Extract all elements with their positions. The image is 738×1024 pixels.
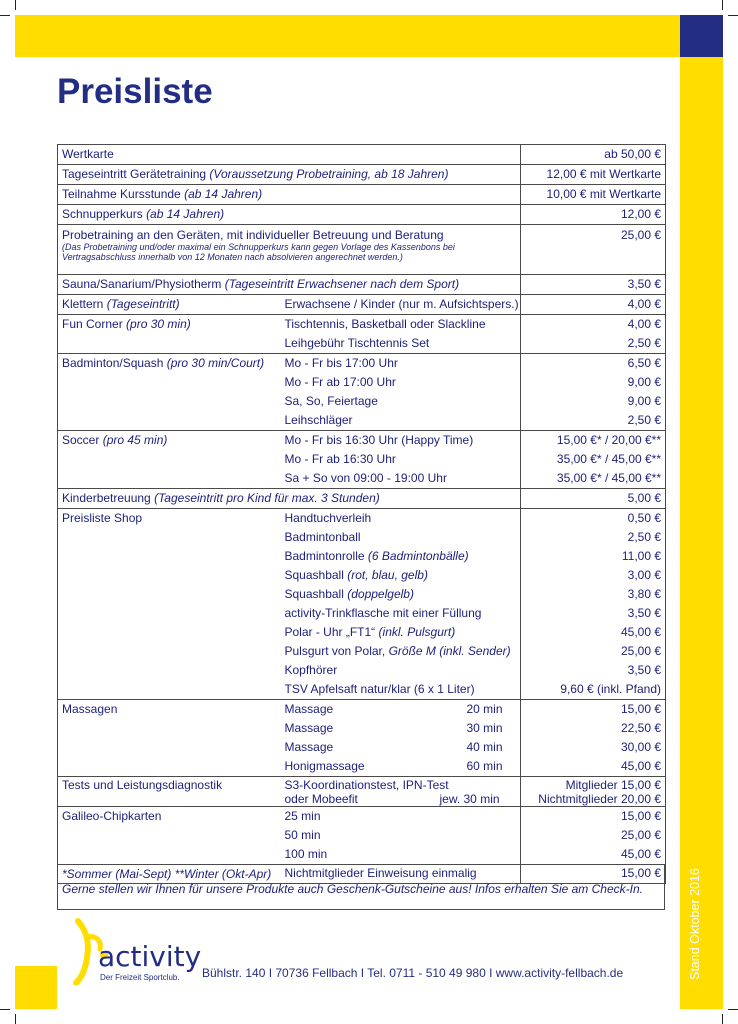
row-detail-cell (281, 680, 521, 700)
row-detail-note: (rot, blau, gelb) (347, 568, 428, 582)
row-label-cell (58, 205, 521, 225)
row-label-cell (58, 757, 281, 777)
row-price: 3,80 € (627, 587, 662, 601)
row-label: Schnupperkurs (62, 207, 143, 221)
row-label-note: (ab 14 Jahren) (146, 207, 225, 221)
crop-mark (0, 1009, 10, 1010)
table-row (58, 145, 666, 165)
row-price: 15,00 € (620, 702, 662, 716)
row-label-cell (58, 489, 521, 509)
row-price-cell (521, 777, 666, 807)
footnote-gift-info: Gerne stellen wir Ihnen für unsere Produkte auch Geschenk-Gutscheine aus! Infos erhalten Sie am Check-In. (62, 882, 643, 896)
table-row (58, 807, 666, 827)
row-price-cell (521, 661, 666, 680)
footnote-season: *Sommer (Mai-Sept) **Winter (Okt-Apr) (62, 867, 272, 881)
row-label-cell (58, 225, 521, 275)
row-detail: Massage (284, 702, 334, 716)
row-price-cell (521, 826, 666, 845)
row-label-cell (58, 585, 281, 604)
row-duration: 60 min (466, 759, 503, 773)
row-detail: Handtuchverleih (284, 511, 372, 525)
row-price: 45,00 € (620, 759, 662, 773)
row-detail: Mo - Fr ab 17:00 Uhr (284, 375, 396, 389)
table-row (58, 373, 666, 392)
corner-navy-box (680, 15, 723, 57)
row-price: 15,00 € (620, 866, 662, 880)
table-row (58, 165, 666, 185)
row-detail: 50 min (284, 828, 321, 842)
row-detail: 25 min (284, 809, 321, 823)
row-label: Wertkarte (62, 147, 114, 161)
row-label-cell (58, 547, 281, 566)
row-price-cell (521, 392, 666, 411)
row-detail: Squashball (284, 568, 344, 582)
row-price: 3,50 € (627, 663, 662, 677)
row-price-cell (521, 680, 666, 700)
row-detail-note: (6 Badmintonbälle) (367, 549, 469, 563)
row-detail-cell (281, 373, 521, 392)
row-price: 22,50 € (620, 721, 662, 735)
row-label-note: (pro 45 min) (102, 433, 168, 447)
row-detail-cell (281, 604, 521, 623)
table-row (58, 604, 666, 623)
row-label-cell (58, 392, 281, 411)
row-price: 35,00 €* / 45,00 €** (556, 471, 662, 485)
table-row (58, 469, 666, 489)
row-label: Massagen (62, 702, 118, 716)
row-price-cell (521, 757, 666, 777)
row-price-cell (521, 642, 666, 661)
table-row (58, 354, 666, 374)
row-label: Tests und Leistungsdiagnostik (62, 778, 223, 792)
row-duration: 40 min (466, 740, 503, 754)
row-duration: 20 min (466, 702, 503, 716)
row-label-cell (58, 623, 281, 642)
table-row (58, 509, 666, 529)
row-price-cell (521, 738, 666, 757)
row-price-cell (521, 623, 666, 642)
row-detail: Sa + So von 09:00 - 19:00 Uhr (284, 471, 447, 485)
row-detail: Massage (284, 740, 334, 754)
row-detail-cell (281, 642, 521, 661)
row-label-cell (58, 431, 281, 451)
row-detail-cell (281, 566, 521, 585)
row-detail-cell (281, 547, 521, 566)
row-price-cell (521, 719, 666, 738)
row-detail-cell (281, 826, 521, 845)
row-detail: Badmintonrolle (284, 549, 365, 563)
row-detail-cell (281, 315, 521, 335)
row-duration: 30 min (466, 721, 503, 735)
table-row (58, 777, 666, 807)
row-detail-cell (281, 777, 521, 807)
row-detail: Leihgebühr Tischtennis Set (284, 336, 430, 350)
row-price: 2,50 € (627, 413, 662, 427)
row-price-cell (521, 566, 666, 585)
row-label-cell (58, 826, 281, 845)
row-label: Kinderbetreuung (62, 491, 151, 505)
row-price-cell (521, 275, 666, 295)
row-label: Probetraining an den Geräten, mit individueller Betreuung und Beratung (62, 228, 444, 242)
table-row (58, 757, 666, 777)
row-label-cell (58, 509, 281, 529)
bottom-yellow-square (15, 966, 57, 1009)
table-row (58, 315, 666, 335)
table-row (58, 450, 666, 469)
row-price-cell (521, 373, 666, 392)
row-price: 3,50 € (627, 606, 662, 620)
row-label: Soccer (62, 433, 100, 447)
crop-mark (15, 1014, 16, 1024)
row-price-cell (521, 489, 666, 509)
table-row (58, 275, 666, 295)
stand-date: Stand Oktober 2016 (688, 868, 702, 980)
row-label: Badminton/Squash (62, 356, 164, 370)
row-price: 15,00 € (620, 809, 662, 823)
row-label-cell (58, 145, 521, 165)
row-label: Galileo-Chipkarten (62, 809, 162, 823)
row-duration: jew. 30 min (439, 792, 500, 806)
row-detail-cell (281, 719, 521, 738)
row-label-note: (Tageseintritt) (106, 297, 180, 311)
row-price: 12,00 € mit Wertkarte (546, 167, 662, 181)
row-price-cell (521, 411, 666, 431)
table-row (58, 845, 666, 864)
row-label-cell (58, 469, 281, 489)
row-label-cell (58, 315, 281, 335)
row-detail-cell (281, 509, 521, 529)
row-price-cell (521, 205, 666, 225)
row-detail-cell (281, 623, 521, 642)
row-detail-cell (281, 661, 521, 680)
row-price-cell (521, 547, 666, 566)
row-label-cell (58, 354, 281, 374)
row-label-cell (58, 700, 281, 720)
row-price: 25,00 € (620, 828, 662, 842)
row-label-note: (pro 30 min) (126, 317, 191, 331)
right-yellow-band (680, 57, 723, 1009)
row-label-cell (58, 566, 281, 585)
row-price-cell (521, 225, 666, 275)
crop-mark (722, 0, 723, 10)
row-detail-note: (inkl. Pulsgurt) (378, 625, 456, 639)
table-row (58, 185, 666, 205)
row-detail: Massage (284, 721, 334, 735)
row-price-cell (521, 509, 666, 529)
row-detail-cell (281, 738, 521, 757)
row-label-cell (58, 185, 521, 205)
table-row (58, 661, 666, 680)
row-label-cell (58, 845, 281, 864)
row-label-note: (Voraussetzung Probetraining, ab 18 Jahren) (209, 167, 449, 181)
crop-mark (722, 1014, 723, 1024)
top-yellow-band (15, 15, 680, 57)
row-detail-cell (281, 411, 521, 431)
table-row (58, 642, 666, 661)
row-price: 45,00 € (620, 847, 662, 861)
row-label-cell (58, 777, 281, 807)
row-price: 12,00 € (620, 207, 662, 221)
row-detail: Mo - Fr bis 17:00 Uhr (284, 356, 398, 370)
table-row (58, 528, 666, 547)
table-row (58, 431, 666, 451)
row-price: 9,00 € (627, 375, 662, 389)
row-price: Mitglieder 15,00 € (565, 778, 662, 792)
table-row (58, 700, 666, 720)
row-price-cell (521, 295, 666, 315)
row-label-cell (58, 680, 281, 700)
footnote-box (57, 864, 665, 910)
row-price-cell (521, 469, 666, 489)
logo-wordmark: activity (98, 940, 202, 973)
row-label: Sauna/Sanarium/Physiotherm (62, 277, 222, 291)
row-price: 3,50 € (627, 277, 662, 291)
row-price: 15,00 €* / 20,00 €** (556, 433, 662, 447)
row-detail: Squashball (284, 587, 344, 601)
row-label: Klettern (62, 297, 104, 311)
row-price-cell (521, 604, 666, 623)
row-label-cell (58, 295, 281, 315)
row-price: ab 50,00 € (604, 147, 662, 161)
row-label-note: (ab 14 Jahren) (184, 187, 263, 201)
table-row (58, 585, 666, 604)
table-row (58, 826, 666, 845)
page-title: Preisliste (57, 72, 213, 111)
row-price-cell (521, 431, 666, 451)
row-detail: Sa, So, Feiertage (284, 394, 378, 408)
row-detail: 100 min (284, 847, 328, 861)
row-label-cell (58, 411, 281, 431)
row-price-cell (521, 315, 666, 335)
table-row (58, 680, 666, 700)
row-detail: Leihschläger (284, 413, 353, 427)
table-row (58, 205, 666, 225)
row-detail-cell (281, 334, 521, 354)
row-price: 11,00 € (621, 549, 662, 563)
row-price-cell (521, 165, 666, 185)
row-price: 9,00 € (627, 394, 662, 408)
table-row (58, 225, 666, 275)
row-detail-cell (281, 700, 521, 720)
table-row (58, 547, 666, 566)
row-label: Fun Corner (62, 317, 123, 331)
row-label-cell (58, 661, 281, 680)
row-label-cell (58, 528, 281, 547)
row-price: 2,50 € (627, 530, 662, 544)
row-price: 9,60 € (inkl. Pfand) (560, 682, 662, 696)
row-detail-cell (281, 585, 521, 604)
row-label-cell (58, 165, 521, 185)
row-detail-note: Größe M (inkl. Sender) (388, 644, 511, 658)
row-label-cell (58, 642, 281, 661)
table-row (58, 566, 666, 585)
row-label-cell (58, 373, 281, 392)
row-price-cell (521, 528, 666, 547)
row-detail-cell (281, 807, 521, 827)
row-label-cell (58, 807, 281, 827)
row-detail-cell (281, 431, 521, 451)
row-price: 4,00 € (627, 317, 662, 331)
logo-tagline: Der Freizeit Sportclub. (100, 973, 180, 982)
row-price: 2,50 € (627, 336, 662, 350)
row-detail: Nichtmitglieder Einweisung einmalig (284, 866, 477, 880)
table-row (58, 623, 666, 642)
row-detail: Pulsgurt von Polar, (284, 644, 386, 658)
row-detail: Erwachsene / Kinder (nur m. Aufsichtspers.) (284, 297, 519, 311)
row-label-cell (58, 604, 281, 623)
row-label-note: (Tageseintritt Erwachsener nach dem Sport) (224, 277, 460, 291)
row-price-2: Nichtmitglieder 20,00 € (538, 792, 662, 806)
row-price: 6,50 € (627, 356, 662, 370)
table-row (58, 738, 666, 757)
row-detail: Mo - Fr bis 16:30 Uhr (Happy Time) (284, 433, 474, 447)
row-price: 45,00 € (620, 625, 662, 639)
row-price-cell (521, 700, 666, 720)
row-detail: activity-Trinkflasche mit einer Füllung (284, 606, 482, 620)
row-detail-cell (281, 528, 521, 547)
row-price: 4,00 € (627, 297, 662, 311)
row-price-cell (521, 185, 666, 205)
row-price-cell (521, 334, 666, 354)
row-price-cell (521, 585, 666, 604)
row-detail-cell (281, 757, 521, 777)
row-label-note: (pro 30 min/Court) (166, 356, 265, 370)
row-price: 30,00 € (620, 740, 662, 754)
row-detail-cell (281, 450, 521, 469)
row-detail-cell (281, 392, 521, 411)
row-detail: TSV Apfelsaft natur/klar (6 x 1 Liter) (284, 682, 475, 696)
row-price-cell (521, 845, 666, 864)
row-price-cell (521, 450, 666, 469)
row-label: Teilnahme Kursstunde (62, 187, 181, 201)
table-row (58, 295, 666, 315)
table-row (58, 719, 666, 738)
row-label-cell (58, 719, 281, 738)
row-price-cell (521, 807, 666, 827)
row-detail: Tischtennis, Basketball oder Slackline (284, 317, 486, 331)
row-detail: Polar - Uhr „FT1“ (284, 625, 376, 639)
row-label-cell (58, 450, 281, 469)
table-row (58, 392, 666, 411)
table-row (58, 489, 666, 509)
row-label-cell (58, 738, 281, 757)
footer-address: Bühlstr. 140 I 70736 Fellbach I Tel. 0711 - 510 49 980 I www.activity-fellbach.de (202, 966, 624, 980)
row-price: 25,00 € (620, 644, 662, 658)
crop-mark (0, 15, 10, 16)
row-detail-cell (281, 845, 521, 864)
row-detail: Badmintonball (284, 530, 361, 544)
row-detail: Mo - Fr ab 16:30 Uhr (284, 452, 396, 466)
row-detail: S3-Koordinationstest, IPN-Test (284, 778, 449, 792)
row-price: 5,00 € (627, 491, 662, 505)
row-detail-cell (281, 469, 521, 489)
row-price: 10,00 € mit Wertkarte (546, 187, 662, 201)
row-price: 0,50 € (627, 511, 662, 525)
row-detail-note: (doppelgelb) (347, 587, 414, 601)
row-detail: Honigmassage (284, 759, 365, 773)
row-label-cell (58, 334, 281, 354)
row-label: Preisliste Shop (62, 511, 143, 525)
row-fineprint: (Das Probetraining und/oder maximal ein Schnupperkurs kann gegen Vorlage des Kassenbons bei Vertragsabschluss innerhalb von 12 Monaten nach absolvieren angerechnet werden.) (62, 242, 455, 262)
row-price: 25,00 € (620, 228, 662, 242)
row-label: Tageseintritt Gerätetraining (62, 167, 207, 181)
table-row (58, 411, 666, 431)
row-price: 35,00 €* / 45,00 €** (556, 452, 662, 466)
row-label-note: (Tageseintritt pro Kind für max. 3 Stunden) (154, 491, 380, 505)
row-detail: Kopfhörer (284, 663, 338, 677)
row-detail-cell (281, 295, 521, 315)
table-row (58, 334, 666, 354)
row-detail-2: oder Mobeefit (284, 792, 358, 806)
row-label-cell (58, 275, 521, 295)
row-price: 3,00 € (627, 568, 662, 582)
row-detail-cell (281, 354, 521, 374)
crop-mark (728, 1009, 738, 1010)
crop-mark (728, 15, 738, 16)
row-price-cell (521, 145, 666, 165)
row-price-cell (521, 354, 666, 374)
crop-mark (15, 0, 16, 10)
price-table (57, 144, 666, 884)
